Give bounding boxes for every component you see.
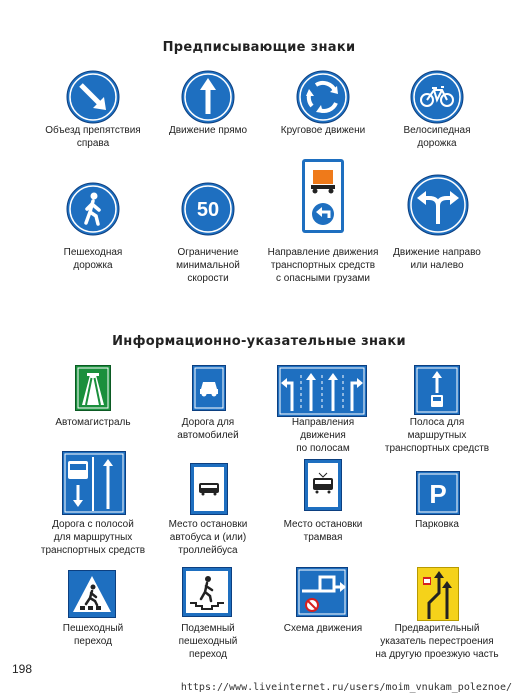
crossing-caption: Пешеходный переход <box>62 623 124 647</box>
bicycle-caption: Велосипедная дорожка <box>403 125 471 149</box>
dangerous-goods-caption: Направление движения транспортных средств с опасными грузами <box>267 247 379 284</box>
roundabout-caption: Круговое движени <box>280 125 366 136</box>
lane-directions-sign <box>277 365 367 417</box>
pedestrian-path-sign <box>66 182 120 236</box>
bus-stop-caption: Место остановки автобуса и (или) троллейбуса <box>168 519 248 556</box>
right-or-left-sign <box>407 174 469 236</box>
road-bus-lane-sign <box>62 451 126 515</box>
informational-heading: Информационно-указательные знаки <box>112 334 406 349</box>
tram-stop-sign <box>304 459 342 511</box>
traffic-scheme-sign <box>296 567 348 617</box>
roundabout-sign <box>296 70 350 124</box>
underground-crossing-caption: Подземный пешеходный переход <box>178 623 238 660</box>
underground-crossing-sign <box>182 567 232 617</box>
car-road-caption: Дорога для автомобилей <box>177 417 239 441</box>
car-road-sign <box>192 365 226 411</box>
min-speed-value: 50 <box>196 199 220 221</box>
motorway-caption: Автомагистраль <box>55 417 131 428</box>
bus-lane-caption: Полоса для маршрутных транспортных средств <box>384 417 490 454</box>
lane-change-caption: Предварительный указатель перестроения на другую проезжую часть <box>375 623 499 660</box>
traffic-scheme-caption: Схема движения <box>283 623 363 634</box>
bicycle-sign <box>410 70 464 124</box>
prescriptive-heading: Предписывающие знаки <box>162 40 356 55</box>
min-speed-sign <box>181 182 235 236</box>
watermark-url[interactable]: https://www.liveinternet.ru/users/moim_vnukam_poleznoe/ <box>180 682 512 693</box>
road-bus-lane-caption: Дорога с полосой для маршрутных транспортных средств <box>40 519 146 556</box>
pedestrian-path-caption: Пешеходная дорожка <box>63 247 123 271</box>
lane-change-sign <box>417 567 459 621</box>
detour-right-sign <box>66 70 120 124</box>
bus-lane-sign <box>414 365 460 415</box>
right-or-left-caption: Движение направо или налево <box>393 247 481 271</box>
parking-caption: Парковка <box>415 519 459 530</box>
parking-letter: P <box>429 479 447 509</box>
min-speed-caption: Ограничение минимальной скорости <box>176 247 240 284</box>
detour-right-caption: Объезд препятствия справа <box>45 125 141 149</box>
page-number: 198 <box>12 662 33 676</box>
dangerous-goods-sign <box>301 158 345 234</box>
bus-stop-sign <box>190 463 228 515</box>
straight-caption: Движение прямо <box>168 125 248 136</box>
crossing-sign <box>68 570 116 618</box>
motorway-sign <box>75 365 111 411</box>
tram-stop-caption: Место остановки трамвая <box>283 519 363 543</box>
lane-directions-caption: Направления движения по полосам <box>291 417 355 454</box>
parking-sign <box>416 471 460 515</box>
straight-sign <box>181 70 235 124</box>
